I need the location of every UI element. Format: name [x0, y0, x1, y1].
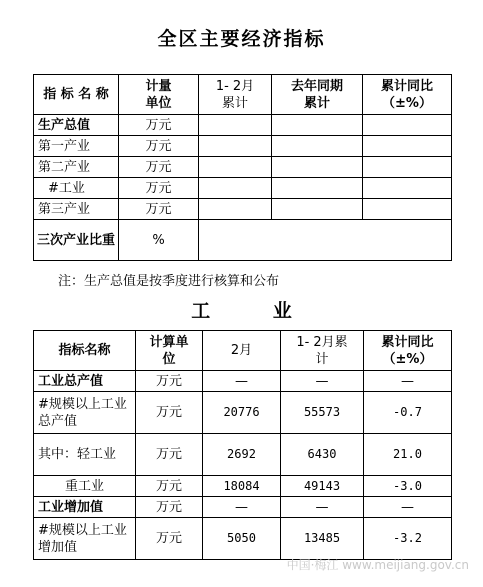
row-unit: 万元	[136, 434, 203, 476]
table-row	[34, 136, 452, 157]
row-unit: 万元	[136, 518, 203, 560]
table-row	[34, 434, 452, 476]
header-last-year: 去年同期 累计	[272, 75, 363, 115]
header-unit: 计量 单位	[119, 75, 199, 115]
row-unit: 万元	[119, 136, 199, 157]
row-unit: 万元	[119, 157, 199, 178]
row-name: 工业增加值	[34, 497, 136, 518]
row-unit: 万元	[119, 115, 199, 136]
industry-table	[33, 330, 452, 560]
row-yoy: —	[364, 497, 452, 518]
header-unit: 计算单 位	[136, 331, 203, 371]
row-name: 重工业	[34, 476, 136, 497]
page-title: 全区主要经济指标	[157, 28, 326, 50]
row-name: 生产总值	[34, 115, 119, 136]
row-cumulative: 55573	[281, 392, 364, 434]
table-row	[34, 371, 452, 392]
section-title-industry: 工 业	[191, 300, 320, 322]
row-yoy: —	[364, 371, 452, 392]
row-cumulative: —	[281, 371, 364, 392]
header-cumulative: 1- 2月累 计	[281, 331, 364, 371]
row-cumulative: 6430	[281, 434, 364, 476]
row-unit: 万元	[119, 178, 199, 199]
table-row	[34, 199, 452, 220]
row-name: 第三产业	[34, 199, 119, 220]
row-month: 20776	[203, 392, 281, 434]
row-name: 第一产业	[34, 136, 119, 157]
header-month: 2月	[203, 331, 281, 371]
row-cumulative: 13485	[281, 518, 364, 560]
row-name: 其中：轻工业	[34, 434, 136, 476]
row-yoy: -3.2	[364, 518, 452, 560]
row-name: #规模以上工业总产值	[34, 392, 136, 434]
row-month: 2692	[203, 434, 281, 476]
table-row	[34, 392, 452, 434]
table-row	[34, 476, 452, 497]
row-name: 三次产业比重	[34, 220, 119, 261]
table-header-row	[34, 331, 452, 371]
header-yoy: 累计同比 （±%）	[363, 75, 452, 115]
row-month: —	[203, 371, 281, 392]
row-name: 工业总产值	[34, 371, 136, 392]
row-month: 18084	[203, 476, 281, 497]
table-row	[34, 178, 452, 199]
row-unit: 万元	[136, 476, 203, 497]
row-unit: %	[119, 220, 199, 261]
table-row	[34, 497, 452, 518]
row-unit: 万元	[119, 199, 199, 220]
row-yoy: -3.0	[364, 476, 452, 497]
table-row	[34, 518, 452, 560]
row-name: 第二产业	[34, 157, 119, 178]
row-unit: 万元	[136, 371, 203, 392]
row-unit: 万元	[136, 497, 203, 518]
row-month: —	[203, 497, 281, 518]
table-row	[34, 115, 452, 136]
header-yoy: 累计同比 （±%）	[364, 331, 452, 371]
header-indicator-name: 指 标 名 称	[34, 75, 119, 115]
watermark: 中国·梅江 www.meijiang.gov.cn	[286, 558, 469, 572]
table-row	[34, 157, 452, 178]
header-cumulative: 1- 2月 累计	[199, 75, 272, 115]
row-yoy: -0.7	[364, 392, 452, 434]
row-cumulative: —	[281, 497, 364, 518]
row-name: #工业	[34, 178, 119, 199]
economic-indicators-table	[33, 74, 452, 261]
row-unit: 万元	[136, 392, 203, 434]
table-header-row	[34, 75, 452, 115]
row-cumulative: 49143	[281, 476, 364, 497]
table-row	[34, 220, 452, 261]
row-name: #规模以上工业增加值	[34, 518, 136, 560]
row-yoy: 21.0	[364, 434, 452, 476]
header-indicator-name: 指标名称	[34, 331, 136, 371]
footnote: 注：生产总值是按季度进行核算和公布	[58, 274, 280, 289]
row-month: 5050	[203, 518, 281, 560]
